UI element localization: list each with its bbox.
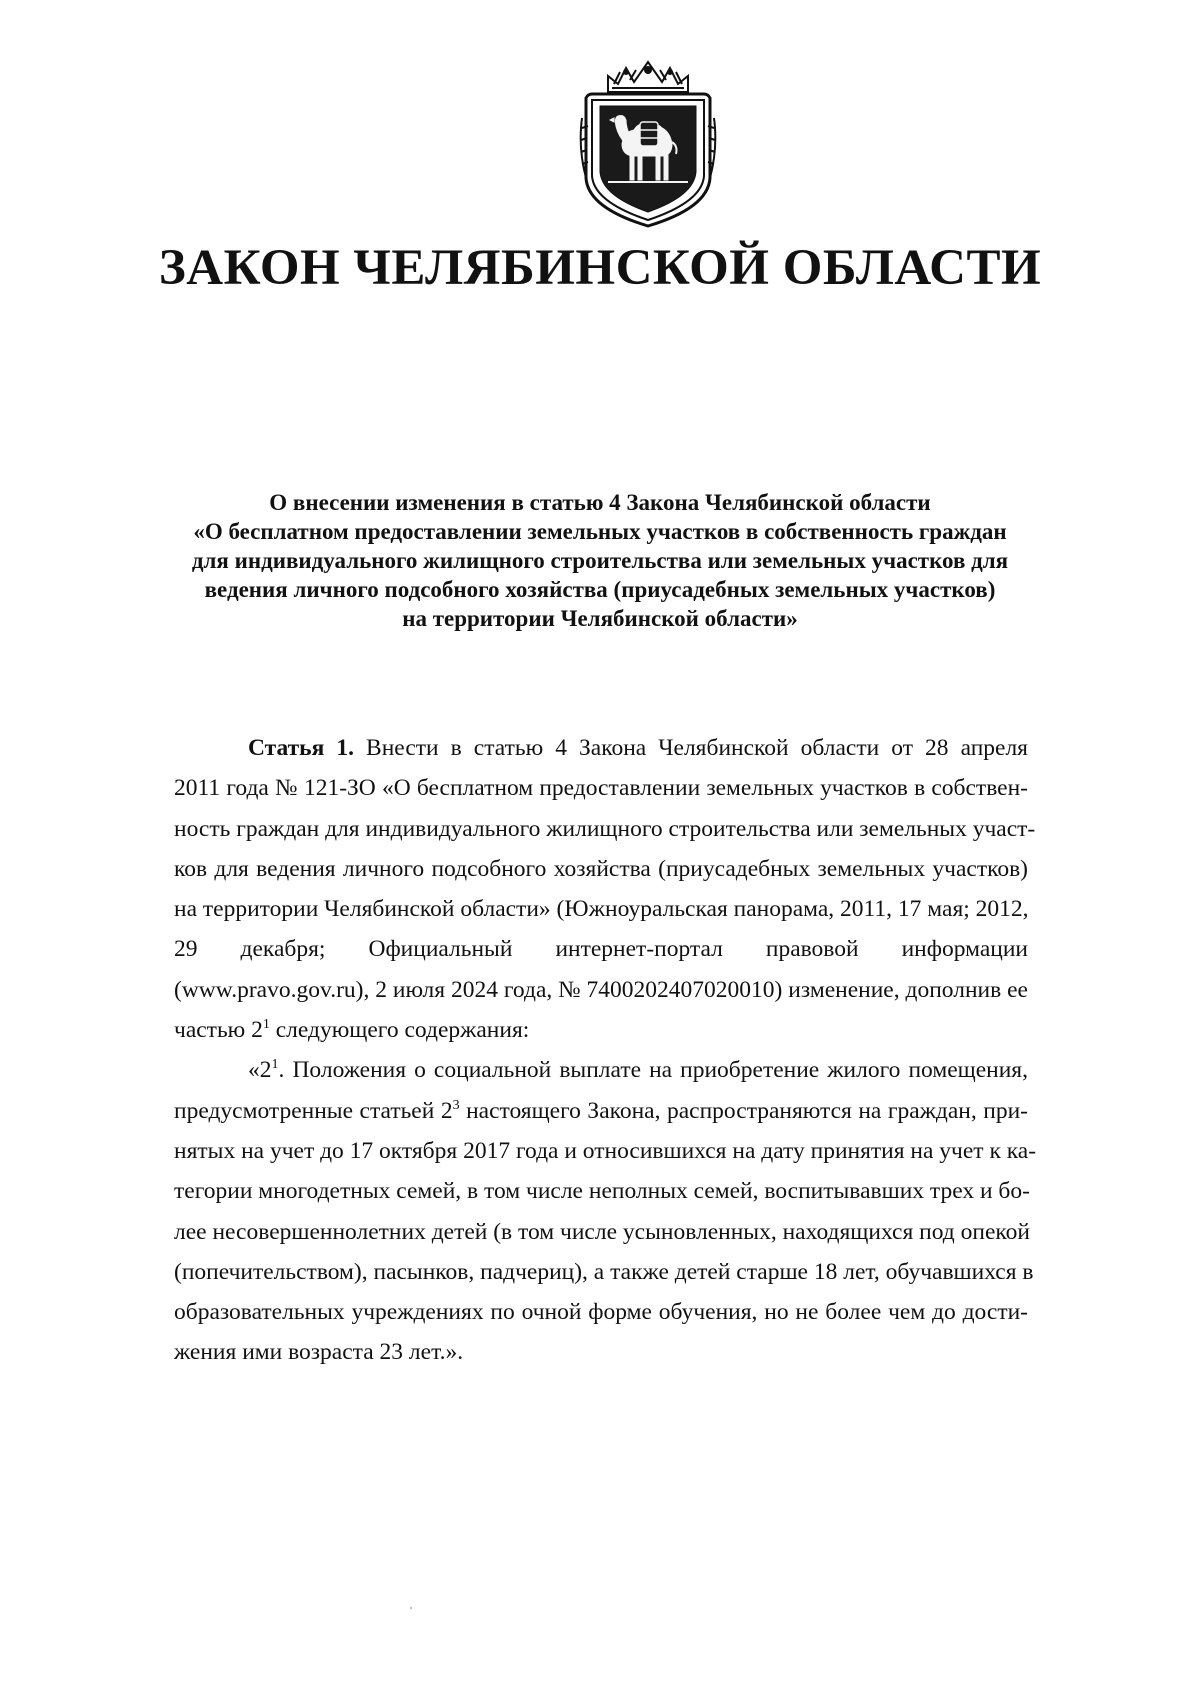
quote-line: образовательных учреждениях по очной форме обучения, но не более чем до дости- [174,1299,1028,1326]
quote-line: тегории многодетных семей, в том числе неполных семей, воспитывавших трех и бо- [174,1178,1030,1205]
article-line [174,728,1028,768]
article-label: Статья 1. [248,735,354,761]
article-line: 2011 года № 121-ЗО «О бесплатном предоставлении земельных участков в собствен- [174,775,1028,802]
quote-line: лее несовершеннолетних детей (в том числе усыновленных, находящихся под опекой [174,1218,1030,1245]
superscript: 1 [271,1057,279,1073]
quote-line [174,1050,1028,1090]
subtitle-line: для индивидуального жилищного строительства или земельных участков для [191,548,1009,573]
article-text: «2 [248,1057,272,1084]
quote-line: нятых на учет до 17 октября 2017 года и относившихся на дату принятия на учет к ка- [174,1137,1037,1164]
article-text: следующего содержания: [269,1017,530,1044]
subtitle-line: «О бесплатном предоставлении земельных участков в собственность граждан [193,519,1007,544]
coat-of-arms-icon [578,58,718,230]
superscript: 1 [262,1017,270,1033]
law-title: ЗАКОН ЧЕЛЯБИНСКОЙ ОБЛАСТИ [158,240,1042,296]
scan-mark [410,1607,412,1609]
subtitle-line: ведения личного подсобного хозяйства (приусадебных земельных участков) [204,577,996,602]
article-line: 29 декабря; Официальный интернет-портал правовой информации [174,936,1028,963]
subtitle-line: на территории Челябинской области» [402,606,798,631]
quote-line: жения ими возраста 23 лет.». [174,1339,464,1366]
article-line [174,1010,1028,1050]
article-line: ность граждан для индивидуального жилищного строительства или земельных участ- [174,815,1036,842]
article-text: предусмотренные статьей 2 [174,1097,453,1124]
article-line: (www.pravo.gov.ru), 2 июля 2024 года, № 7400202407020010) изменение, дополнив ее [174,976,1028,1003]
article-text: настоящего Закона, распространяются на граждан, при- [459,1097,1028,1124]
article-text: Внести в статью 4 Закона Челябинской области от 28 апреля [354,735,1028,761]
article-line: на территории Челябинской области» (Южноуральская панорама, 2011, 17 мая; 2012, [174,896,1029,923]
article-text: частью 2 [174,1017,263,1044]
article-body [174,728,1037,1373]
law-subtitle [150,488,1050,633]
quote-line [174,1091,1028,1131]
subtitle-line: О внесении изменения в статью 4 Закона Челябинской области [269,490,931,515]
quote-line: (попечительством), пасынков, падчериц), а также детей старше 18 лет, обучавшихся в [174,1258,1034,1285]
superscript: 3 [452,1097,460,1113]
article-line: ков для ведения личного подсобного хозяйства (приусадебных земельных участков) [174,855,1028,882]
article-text: . Положения о социальной выплате на приобретение жилого помещения, [278,1057,1028,1084]
